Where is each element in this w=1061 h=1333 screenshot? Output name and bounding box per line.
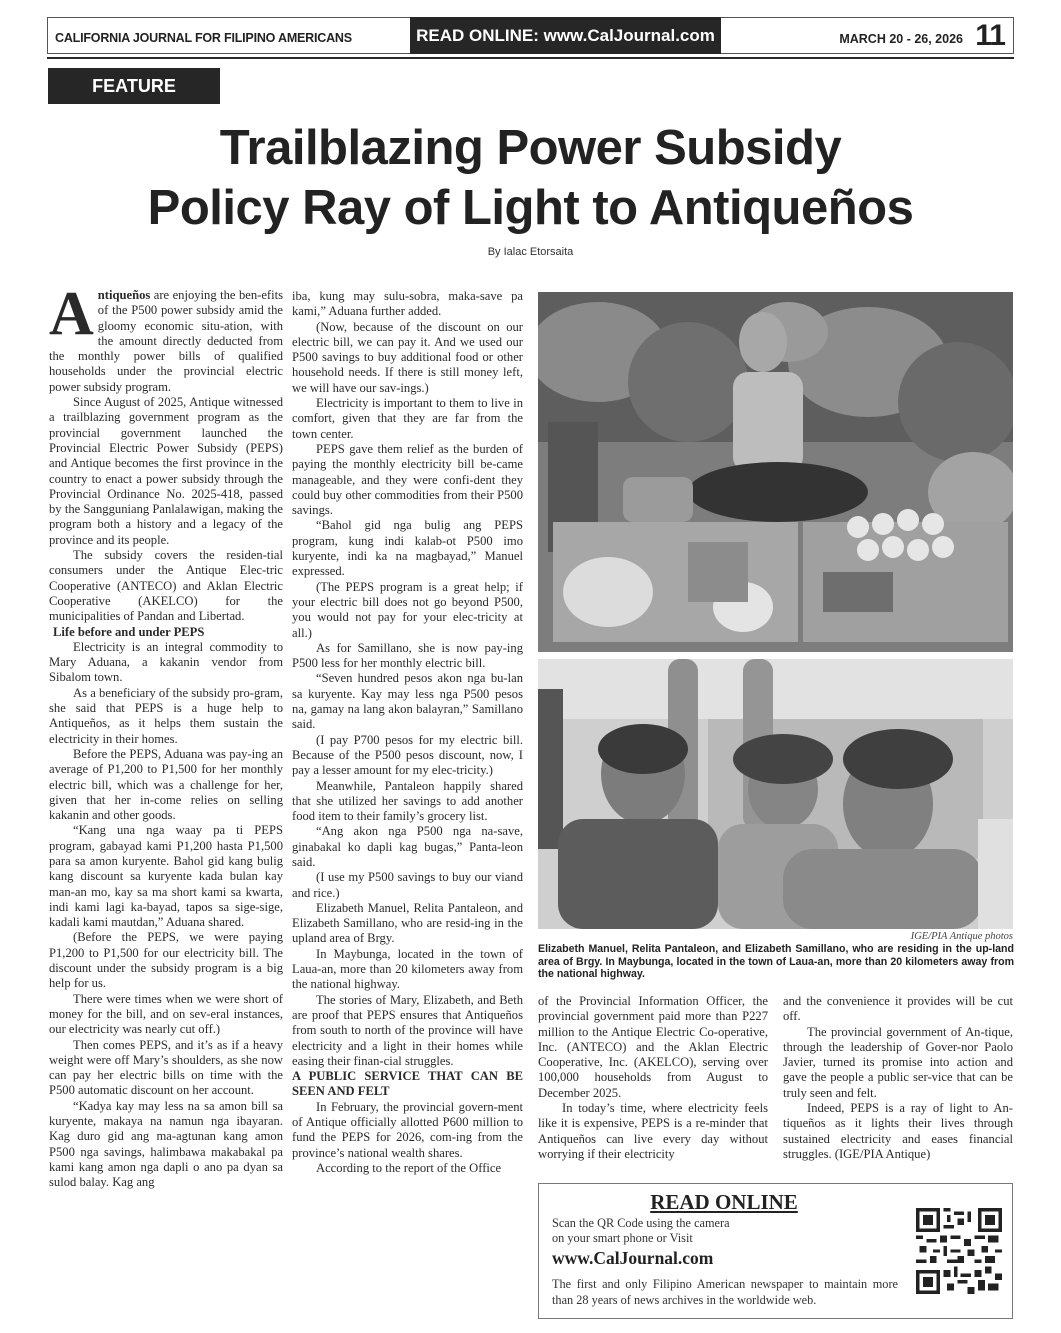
scan-line-2: on your smart phone or Visit bbox=[552, 1231, 693, 1245]
paragraph: As for Samillano, she is now pay-ing P500 less for her monthly electric bill. bbox=[292, 640, 523, 671]
paragraph: “Ang akon nga P500 nga na-save, ginabakal ko dapli kag bugas,” Panta-leon said. bbox=[292, 824, 523, 869]
photo-vendor-image bbox=[538, 292, 1013, 652]
article-column-2 bbox=[292, 289, 523, 1176]
paragraph: of the Provincial Information Officer, the provincial government paid more than P227 million to the Antique Electric Co-operative, Inc. (ANTECO) and the Aklan Electric Cooperative, Inc. (AKELCO), serving over 100,000 households from August to December 2025. bbox=[538, 994, 768, 1100]
photo-caption: Elizabeth Manuel, Relita Pantaleon, and Elizabeth Samillano, who are residing in the up-land area of Brgy. In Maybunga, located in the town of Laua-an, more than 20 kilometers away from the national highway. bbox=[538, 943, 1014, 981]
lead-paragraph bbox=[49, 280, 283, 395]
headline-line-2: Policy Ray of Light to Antiqueños bbox=[147, 181, 914, 235]
paragraph: iba, kung may sulu-sobra, maka-save pa kami,” Aduana further added. bbox=[292, 289, 523, 319]
qr-code-icon[interactable] bbox=[916, 1208, 1002, 1294]
paragraph: (The PEPS program is a great help; if your electric bill does not go beyond P500, you would not pay for your elec-tricity at all.) bbox=[292, 579, 523, 640]
byline: By Ialac Etorsaita bbox=[487, 246, 574, 258]
scan-instructions bbox=[552, 1216, 852, 1246]
paragraph: In Maybunga, located in the town of Laua-an, more than 20 kilometers away from the national highway. bbox=[292, 946, 523, 992]
paragraph: The provincial government of An-tique, through the leadership of Gover-nor Paolo Javier, turned its promise into action and gave the people a public ser-vice that can be truly seen and felt. bbox=[783, 1024, 1013, 1100]
article-column-3 bbox=[538, 994, 768, 1162]
paragraph: (I use my P500 savings to buy our viand and rice.) bbox=[292, 870, 523, 900]
paragraph: Since August of 2025, Antique witnessed a trailblazing government program as the provincial government launched the Provincial Electric Power Subsidy (PEPS) and Antique becomes the first province in the country to enact a power subsidy through the Provincial Ordinance No. 2025-418, passed by the Sangguniang Panlalawigan, making the program both a history and a legacy of the province and its people. bbox=[49, 395, 283, 547]
paragraph: Indeed, PEPS is a ray of light to An-tiqueños as it lights their lives through sustained electricity and eases financial struggles. (IGE/PIA Antique) bbox=[783, 1101, 1013, 1161]
publication-name: CALIFORNIA JOURNAL FOR FILIPINO AMERICANS bbox=[55, 31, 352, 45]
paragraph: The stories of Mary, Elizabeth, and Beth are proof that PEPS ensures that Antiqueños from south to north of the province will have electricity and a light in their homes while easing their finan-cial struggles. bbox=[292, 992, 523, 1068]
subheading-life-before: Life before and under PEPS bbox=[53, 624, 205, 639]
section-tag: FEATURE bbox=[48, 68, 220, 104]
drop-cap: A bbox=[49, 280, 94, 348]
headline-line-1: Trailblazing Power Subsidy bbox=[219, 121, 842, 175]
subheading-public-service: A PUBLIC SERVICE THAT CAN BE SEEN AND FELT bbox=[292, 1069, 523, 1099]
paragraph: In today’s time, where electricity feels like it is expensive, PEPS is a re-minder that Antiqueños can live every day without worrying if their electricity bbox=[538, 1101, 768, 1161]
lead-text: are enjoying the ben-efits of the P500 power subsidy amid the gloomy economic situ-ation, with the amount directly deducted from the monthly power bills of qualified households under the provincial electric power subsidy program. bbox=[49, 288, 283, 394]
paragraph: The subsidy covers the residen-tial consumers under the Antique Elec-tric Cooperative (ANTECO) and Aklan Electric Cooperative (AKELCO) for the municipalities of Pandan and Libertad. bbox=[49, 548, 283, 624]
paragraph: Elizabeth Manuel, Relita Pantaleon, and Elizabeth Samillano, who are resid-ing in the upland area of Brgy. bbox=[292, 900, 523, 946]
paragraph: In February, the provincial govern-ment of Antique officially allotted P600 million to fund the PEPS for 2026, com-ing from the province’s national wealth shares. bbox=[292, 1099, 523, 1160]
paragraph: “Seven hundred pesos akon nga bu-lan sa kuryente. Kay may less nga P500 pesos na, gamay na lang akon balayran,” Samillano said. bbox=[292, 671, 523, 732]
paragraph: (Now, because of the discount on our electric bill, we can pay it. And we used our P500 savings to buy additional food or other household needs. If there is still money left, we will have our sav-ings.) bbox=[292, 319, 523, 395]
paragraph: (Before the PEPS, we were paying P1,200 to P1,500 for our electricity bill. The discount under the subsidy program is a big help for us. bbox=[49, 930, 283, 991]
paragraph: and the convenience it provides will be cut off. bbox=[783, 994, 1013, 1024]
read-online-box bbox=[538, 1183, 1013, 1319]
article-column-4 bbox=[783, 994, 1013, 1162]
paragraph: “Bahol gid nga bulig ang PEPS program, kung indi kalab-ot P500 imo kuryente, indi ka na magbayad,” Manuel expressed. bbox=[292, 518, 523, 579]
masthead-divider bbox=[47, 57, 1014, 59]
newspaper-description: The first and only Filipino American newspaper to maintain more than 28 years of news archives in the worldwide web. bbox=[552, 1277, 898, 1307]
paragraph: As a beneficiary of the subsidy pro-gram, she said that PEPS is a huge help to Antiqueños, as it helps them sustain the electricity in their homes. bbox=[49, 685, 283, 746]
paragraph: “Kang una nga waay pa ti PEPS program, gabayad kami P1,200 hasta P1,500 para sa amon kuryente. Bahol gid kang bulig kang discount sa kuryente kada bulan kay man-an mo, kay sa ma short kami sa kwarta, indi kami lagi ka-bayad, tapos sa sige-sige, kadali kami mautdan,” Aduana shared. bbox=[49, 823, 283, 930]
paragraph: Then comes PEPS, and it’s as if a heavy weight were off Mary’s shoulders, as she now can pay her electric bills on time with the P500 automatic discount on her account. bbox=[49, 1037, 283, 1098]
paragraph: Electricity is an integral commodity to Mary Aduana, a kakanin vendor from Sibalom town. bbox=[49, 639, 283, 685]
paragraph: Meanwhile, Pantaleon happily shared that she utilized her savings to add another food item to their family’s grocery list. bbox=[292, 778, 523, 824]
article-column-1 bbox=[49, 280, 283, 1191]
paragraph: (I pay P700 pesos for my electric bill. Because of the P500 pesos discount, now, I pay a lesser amount for my elec-tricity.) bbox=[292, 732, 523, 778]
photo-credit: IGE/PIA Antique photos bbox=[910, 931, 1013, 942]
page-number: 11 bbox=[975, 19, 1005, 52]
photo-vendor-market bbox=[538, 292, 1013, 652]
paragraph: PEPS gave them relief as the burden of paying the monthly electricity bill be-came manageable, and they were confi-dent they could buy other commodities from their P500 savings. bbox=[292, 441, 523, 518]
paragraph: Electricity is important to them to live in comfort, given that they are far from the town center. bbox=[292, 396, 523, 441]
masthead bbox=[47, 17, 1014, 54]
paragraph: There were times when we were short of money for the bill, and on sev-eral instances, our electricity was nearly cut off.) bbox=[49, 991, 283, 1037]
website-link[interactable]: www.CalJournal.com bbox=[552, 1248, 714, 1268]
issue-date: MARCH 20 - 26, 2026 bbox=[839, 32, 963, 46]
lead-bold-word: ntiqueños bbox=[97, 288, 151, 302]
paragraph: “Kadya kay may less na sa amon bill sa kuryente, makaya na namun nga ibayaran. Kag duro gid ang ma-agtunan kang amon P500 nga savings, halimbawa makabakal pa kami kang amon nga dapli o ano pa dyan sa sulod balay. Kag ang bbox=[49, 1098, 283, 1190]
paragraph: According to the report of the Office bbox=[316, 1160, 502, 1175]
read-online-banner[interactable]: READ ONLINE: www.CalJournal.com bbox=[410, 17, 721, 54]
scan-line-1: Scan the QR Code using the camera bbox=[552, 1216, 730, 1230]
photo-women-image bbox=[538, 659, 1013, 929]
read-online-title: READ ONLINE bbox=[650, 1190, 798, 1214]
paragraph: Before the PEPS, Aduana was pay-ing an average of P1,200 to P1,500 for her monthly electric bill, which was a challenge for her, given that her in-come relies on selling kakanin and other goods. bbox=[49, 746, 283, 823]
photo-women-vehicle bbox=[538, 659, 1013, 929]
